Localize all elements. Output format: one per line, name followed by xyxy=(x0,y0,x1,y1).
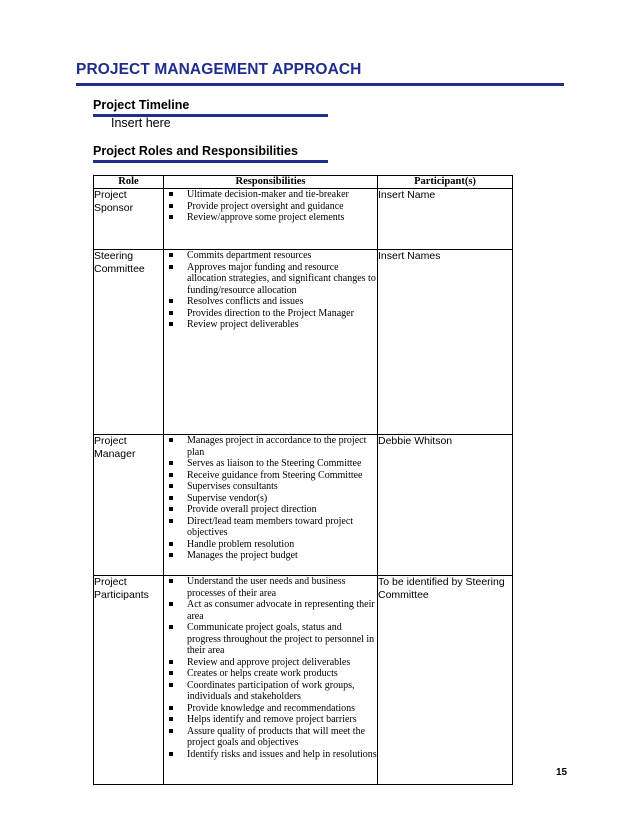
table-row xyxy=(94,435,513,576)
list-item: Helps identify and remove project barriers xyxy=(164,714,377,726)
list-item: Supervises consultants xyxy=(164,481,377,493)
list-item: Provide project oversight and guidance xyxy=(164,201,377,213)
list-item: Approves major funding and resource allocation strategies, and significant changes to funding/resource allocation xyxy=(164,262,377,297)
list-item: Understand the user needs and business processes of their area xyxy=(164,576,377,599)
table-row xyxy=(94,189,513,250)
column-header-participants: Participant(s) xyxy=(378,176,513,189)
list-item: Review project deliverables xyxy=(164,319,377,331)
page-number: 15 xyxy=(556,767,568,778)
responsibility-list xyxy=(164,250,377,331)
roles-table xyxy=(93,175,513,785)
list-item: Manages project in accordance to the project plan xyxy=(164,435,377,458)
role-cell: Steering Committee xyxy=(94,250,164,435)
column-header-responsibilities: Responsibilities xyxy=(164,176,378,189)
participant-cell: Insert Name xyxy=(378,189,513,250)
list-item: Communicate project goals, status and progress throughout the project to personnel in their area xyxy=(164,622,377,657)
role-cell: Project Sponsor xyxy=(94,189,164,250)
list-item: Handle problem resolution xyxy=(164,539,377,551)
role-cell: Project Participants xyxy=(94,576,164,785)
responsibility-list xyxy=(164,435,377,562)
table-row xyxy=(94,576,513,785)
table-header-row xyxy=(94,176,513,189)
responsibilities-cell xyxy=(164,189,378,250)
list-item: Provide overall project direction xyxy=(164,504,377,516)
list-item: Creates or helps create work products xyxy=(164,668,377,680)
list-item: Coordinates participation of work groups, individuals and stakeholders xyxy=(164,680,377,703)
list-item: Provide knowledge and recommendations xyxy=(164,703,377,715)
list-item: Direct/lead team members toward project objectives xyxy=(164,516,377,539)
participant-cell: To be identified by Steering Committee xyxy=(378,576,513,785)
list-item: Identify risks and issues and help in resolutions xyxy=(164,749,377,761)
list-item: Assure quality of products that will meet the project goals and objectives xyxy=(164,726,377,749)
role-cell: Project Manager xyxy=(94,435,164,576)
list-item: Ultimate decision-maker and tie-breaker xyxy=(164,189,377,201)
roles-heading: Project Roles and Responsibilities xyxy=(93,144,328,163)
list-item: Provides direction to the Project Manager xyxy=(164,308,377,320)
responsibilities-cell xyxy=(164,576,378,785)
responsibility-list xyxy=(164,189,377,224)
responsibilities-cell xyxy=(164,435,378,576)
participant-cell: Insert Names xyxy=(378,250,513,435)
list-item: Supervise vendor(s) xyxy=(164,493,377,505)
list-item: Review and approve project deliverables xyxy=(164,657,377,669)
list-item: Receive guidance from Steering Committee xyxy=(164,470,377,482)
list-item: Review/approve some project elements xyxy=(164,212,377,224)
list-item: Act as consumer advocate in representing their area xyxy=(164,599,377,622)
table-row xyxy=(94,250,513,435)
list-item: Serves as liaison to the Steering Committee xyxy=(164,458,377,470)
list-item: Manages the project budget xyxy=(164,550,377,562)
column-header-role: Role xyxy=(94,176,164,189)
timeline-heading: Project Timeline xyxy=(93,98,328,117)
timeline-placeholder-text: Insert here xyxy=(111,116,171,130)
responsibility-list xyxy=(164,576,377,760)
list-item: Resolves conflicts and issues xyxy=(164,296,377,308)
responsibilities-cell xyxy=(164,250,378,435)
page-title: PROJECT MANAGEMENT APPROACH xyxy=(76,61,564,86)
participant-cell: Debbie Whitson xyxy=(378,435,513,576)
list-item: Commits department resources xyxy=(164,250,377,262)
